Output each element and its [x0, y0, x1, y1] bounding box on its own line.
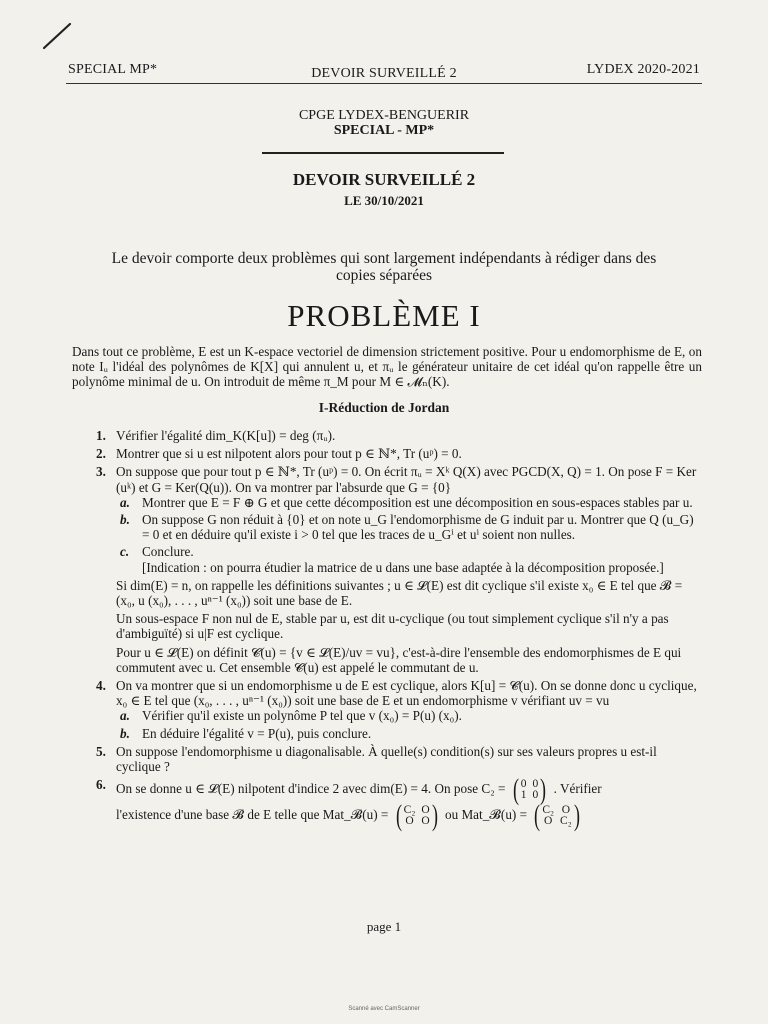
preamble-text: Dans tout ce problème, E est un K-espace vectoriel de dimension strictement positive. Pour u endomorphisme de E, on note Iᵤ l'idéal des polynômes de K[X] qui annulent u, et πᵤ le générateur unitaire de cet idéal qu'on rappelle être un polynôme minimal de u. On introduit de même π_M pour M ∈ 𝓜ₙ(K).	[72, 344, 702, 389]
pen-stroke-mark	[40, 20, 74, 52]
matrix-block-2: ( C₂ O O C₂ )	[534, 799, 580, 833]
question-number: 5.	[96, 743, 106, 759]
matrix-cell: 0	[520, 778, 527, 791]
matrix-cell: O	[421, 815, 430, 828]
exam-date: LE 30/10/2021	[344, 193, 424, 208]
question-number: 4.	[96, 678, 106, 694]
school-class: SPECIAL - MP*	[333, 123, 435, 138]
question-6	[72, 773, 702, 833]
question-text: Montrer que si u est nilpotent alors pour tout p ∈ ℕ*, Tr (uᵖ) = 0.	[116, 446, 462, 462]
question-3c	[72, 544, 702, 574]
sub-letter: a.	[120, 494, 130, 510]
sub-letter: b.	[120, 512, 130, 528]
question-4b	[72, 726, 702, 741]
question-text-2: . Vérifier	[553, 781, 602, 797]
matrix-block-1: ( C₂ O O O )	[395, 799, 438, 833]
sub-text: Conclure.	[142, 544, 194, 560]
matrix-cell: 1	[520, 789, 527, 802]
exam-title: DEVOIR SURVEILLÉ 2	[292, 170, 476, 189]
school-block	[0, 108, 768, 138]
sub-text: En déduire l'égalité v = P(u), puis conclure.	[142, 725, 372, 741]
header-rule	[66, 83, 702, 84]
matrix-cell: O	[544, 815, 553, 828]
definition-cyclic: Si dim(E) = n, on rappelle les définitions suivantes ; u ∈ 𝓛(E) est dit cyclique s'il existe x₀ ∈ E tel que 𝓑 = (x₀, u (x₀), . . . , uⁿ⁻¹ (x₀)) soit une base de E.	[116, 577, 683, 609]
page-number: page 1	[366, 919, 402, 934]
sub-text: On suppose G non réduit à {0} et on note u_G l'endomorphisme de G induit par u. Montrer que Q (u_G) = 0 et en déduire qu'il existe i > 0 tel que les traces de u_Gⁱ et uⁱ soient non nulles.	[142, 512, 694, 543]
matrix-c2: ( 0 0 1 0 )	[512, 773, 547, 807]
question-text-1: On se donne u ∈ 𝓛(E) nilpotent d'indice 2 avec dim(E) = 4. On pose C₂ =	[116, 781, 506, 797]
header-right: LYDEX 2020-2021	[586, 62, 700, 77]
question-text: Vérifier l'égalité dim_K(K[u]) = deg (πᵤ).	[116, 428, 336, 443]
question-text-4: ou Mat_𝓑(u) =	[444, 807, 528, 823]
sub-letter: b.	[120, 725, 130, 741]
problem-title: PROBLÈME I	[287, 298, 481, 333]
matrix-cell: C₂	[560, 815, 572, 828]
header-center: DEVOIR SURVEILLÉ 2	[311, 66, 457, 81]
sub-letter: c.	[120, 544, 130, 560]
questions-body	[72, 428, 702, 832]
sub-text: Vérifier qu'il existe un polynôme P tel que v (x₀) = P(u) (x₀).	[142, 708, 462, 724]
question-2	[72, 446, 702, 461]
section-title: I-Réduction de Jordan	[318, 400, 450, 415]
question-number: 1.	[96, 428, 106, 443]
question-3	[72, 464, 702, 574]
matrix-cell: C₂	[542, 804, 555, 817]
question-number: 2.	[96, 446, 106, 462]
question-text-3: l'existence d'une base 𝓑 de E telle que Mat_𝓑(u) =	[116, 807, 389, 823]
matrix-cell: C₂	[403, 804, 416, 817]
school-name: CPGE LYDEX-BENGUERIR	[298, 108, 470, 123]
question-number: 3.	[96, 464, 106, 480]
intro-note: Le devoir comporte deux problèmes qui sont largement indépendants à rédiger dans des copies séparées	[111, 250, 657, 284]
question-number: 6.	[96, 777, 106, 793]
question-1	[72, 428, 702, 443]
header-left: SPECIAL MP*	[68, 62, 158, 77]
hint-text: [Indication : on pourra étudier la matrice de u dans une base adaptée à la décomposition proposée.]	[142, 559, 664, 575]
question-text: On suppose que pour tout p ∈ ℕ*, Tr (uᵖ) = 0. On écrit πᵤ = Xᵏ Q(X) avec PGCD(X, Q) = 1. On pose F = Ker (uᵏ) et G = Ker(Q(u)). On va montrer par l'absurde que G = {0}	[116, 464, 697, 495]
matrix-cell: 0	[532, 778, 539, 791]
question-text: On suppose l'endomorphisme u diagonalisable. À quelle(s) condition(s) sur ses valeurs propres u est-il cyclique ?	[116, 743, 657, 775]
question-4	[72, 678, 702, 741]
scanner-watermark: Scanné avec CamScanner	[348, 1006, 420, 1012]
question-4a	[72, 708, 702, 723]
definition-commutant: Pour u ∈ 𝓛(E) on définit 𝓒(u) = {v ∈ 𝓛(E)/uv = vu}, c'est-à-dire l'ensemble des endomorphismes de E qui commutent avec u. Cet ensemble 𝓒(u) est appelé le commutant de u.	[116, 644, 682, 675]
question-text: On va montrer que si un endomorphisme u de E est cyclique, alors K[u] = 𝓒(u). On se donne donc u cyclique, x₀ ∈ E tel que (x₀, . . . , uⁿ⁻¹ (x₀)) soit une base de E et un endomorphisme v vérifiant uv = vu	[116, 678, 697, 709]
sub-letter: a.	[120, 708, 130, 724]
matrix-cell: O	[421, 804, 430, 817]
school-rule	[262, 152, 504, 154]
sub-text: Montrer que E = F ⊕ G et que cette décomposition est une décomposition en sous-espaces stables par u.	[142, 494, 693, 510]
question-5	[72, 744, 702, 774]
question-3a	[72, 495, 702, 510]
matrix-cell: O	[561, 804, 571, 817]
matrix-cell: 0	[532, 789, 539, 802]
definition-u-cyclic: Un sous-espace F non nul de E, stable par u, est dit u-cyclique (ou tout simplement cyclique s'il n'y a pas d'ambiguïté) si u|F est cyclique.	[116, 611, 669, 642]
question-3b	[72, 512, 702, 542]
matrix-cell: O	[405, 815, 414, 828]
